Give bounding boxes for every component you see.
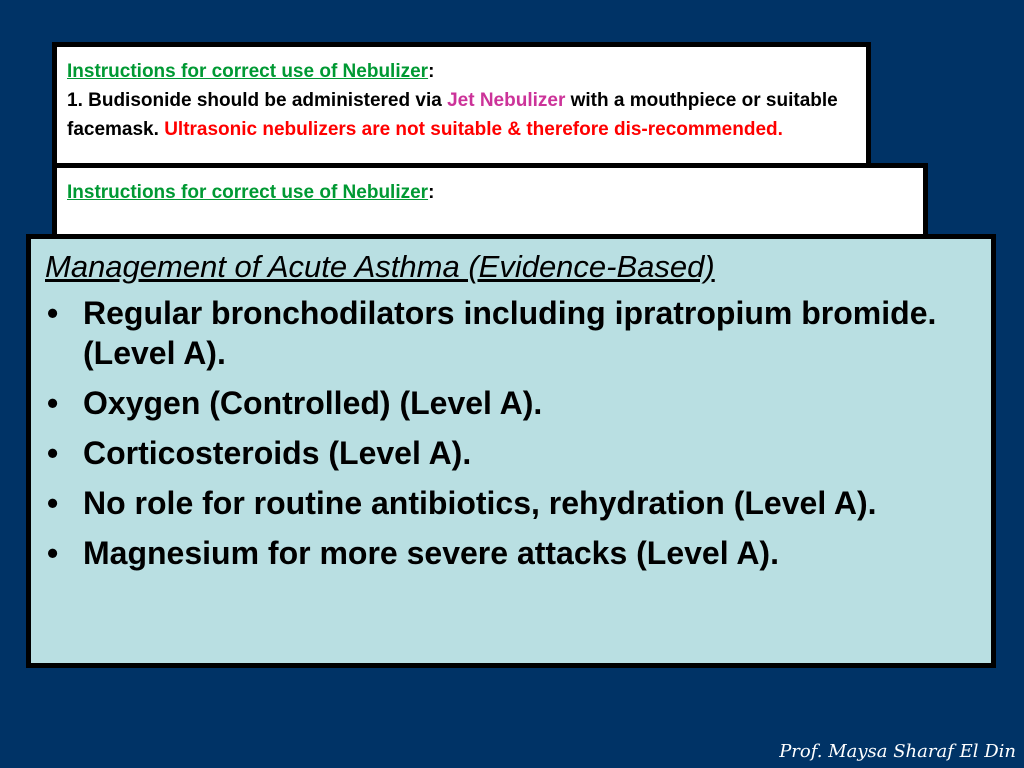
list-item: [45, 533, 977, 573]
instruction-mid: with a mouthpiece or suitable facemask.: [67, 90, 838, 140]
jet-nebulizer-text: Jet Nebulizer: [447, 90, 566, 111]
title-colon-2: :: [428, 182, 435, 203]
bullet-icon: •: [47, 435, 59, 471]
instruction-prefix: 1. Budisonide should be administered via: [67, 90, 448, 111]
list-item: [45, 293, 977, 373]
list-item-text: No role for routine antibiotics, rehydration (Level A).: [83, 485, 877, 521]
author-credit: Prof. Maysa Sharaf El Din: [779, 741, 1016, 762]
list-item: [45, 383, 977, 423]
bullet-icon: •: [47, 485, 59, 521]
nebulizer-instructions-box-back: [52, 42, 871, 172]
nebulizer-instructions-title: Instructions for correct use of Nebulizer: [67, 61, 429, 82]
ultrasonic-warning-text: Ultrasonic nebulizers are not suitable & therefore dis-recommended.: [164, 119, 783, 140]
management-bullet-list: [45, 293, 977, 573]
list-item-text: Corticosteroids (Level A).: [83, 435, 472, 471]
main-title: Management of Acute Asthma (Evidence-Based): [45, 249, 715, 284]
title-colon: :: [428, 61, 435, 82]
list-item: [45, 483, 977, 523]
acute-asthma-management-box: [26, 234, 996, 668]
nebulizer-instructions-text: [67, 57, 856, 144]
bullet-icon: •: [47, 385, 59, 421]
list-item-text: Magnesium for more severe attacks (Level A).: [83, 535, 779, 571]
list-item: [45, 433, 977, 473]
list-item-text: Oxygen (Controlled) (Level A).: [83, 385, 543, 421]
bullet-icon: •: [47, 535, 59, 571]
nebulizer-instructions-text-2: [67, 178, 913, 207]
nebulizer-instructions-title-2: Instructions for correct use of Nebulizer: [67, 182, 429, 203]
bullet-icon: •: [47, 295, 59, 331]
list-item-text: Regular bronchodilators including ipratropium bromide. (Level A).: [83, 295, 937, 371]
